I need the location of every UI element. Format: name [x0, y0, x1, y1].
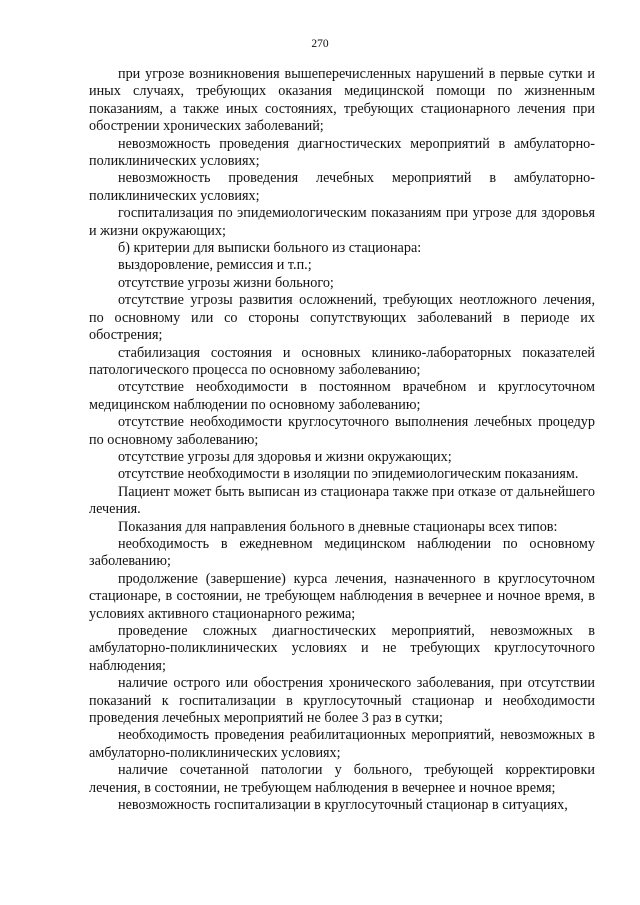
paragraph: Показания для направления больного в дневные стационары всех типов: [118, 518, 558, 535]
paragraph: невозможность проведения диагностических мероприятий в амбулаторно-поликлинических условиях; [89, 135, 595, 170]
paragraph: проведение сложных диагностических мероприятий, невозможных в амбулаторно-поликлинических условиях и не требующих круглосуточного наблюдения; [89, 623, 595, 674]
paragraph: необходимость в ежедневном медицинском наблюдении по основному заболеванию; [89, 535, 595, 570]
paragraph: отсутствие угрозы развития осложнений, требующих неотложного лечения, по основному или со стороны сопутствующих заболеваний в периоде их обострения; [89, 292, 595, 344]
paragraph: выздоровление, ремиссия и т.п.; [118, 257, 312, 274]
paragraph: наличие острого или обострения хронического заболевания, при отсутствии показаний к госпитализации в круглосуточный стационар и необходимости проведения лечебных мероприятий не более 3 раз в сутки; [89, 675, 595, 727]
paragraph: б) критерии для выписки больного из стационара: [118, 240, 422, 257]
paragraph: стабилизация состояния и основных клинико-лабораторных показателей патологического процесса по основному заболеванию; [89, 344, 595, 378]
page-number: 270 [311, 38, 329, 50]
paragraph: Пациент может быть выписан из стационара также при отказе от дальнейшего лечения. [89, 483, 595, 518]
paragraph: отсутствие необходимости круглосуточного выполнения лечебных процедур по основному заболеванию; [89, 414, 595, 448]
paragraph: невозможность проведения лечебных мероприятий в амбулаторно-поликлинических условиях; [89, 170, 595, 204]
paragraph: наличие сочетанной патологии у больного, требующей корректировки лечения, в состоянии, не требующем наблюдения в вечернее и ночное время; [89, 762, 595, 796]
paragraph: отсутствие угрозы жизни больного; [118, 274, 334, 291]
paragraph: при угрозе возникновения вышеперечисленных нарушений в первые сутки и иных случаях, требующих оказания медицинской помощи по жизненным показаниям, а также иных состояниях, требующих стационарного лечения при обострении хронических заболеваний; [89, 66, 595, 135]
paragraph: отсутствие необходимости в изоляции по эпидемиологическим показаниям. [118, 466, 579, 483]
body-text [89, 66, 595, 814]
paragraph: отсутствие угрозы для здоровья и жизни окружающих; [118, 448, 452, 465]
paragraph: продолжение (завершение) курса лечения, назначенного в круглосуточном стационаре, в состоянии, не требующем наблюдения в вечернее и ночное время, в условиях активного стационарного режима; [89, 570, 595, 622]
paragraph: необходимость проведения реабилитационных мероприятий, невозможных в амбулаторно-поликлинических условиях; [89, 727, 595, 761]
paragraph: госпитализация по эпидемиологическим показаниям при угрозе для здоровья и жизни окружающих; [89, 205, 595, 239]
paragraph: невозможность госпитализации в круглосуточный стационар в ситуациях, [118, 797, 568, 814]
paragraph: отсутствие необходимости в постоянном врачебном и круглосуточном медицинском наблюдении по основному заболеванию; [89, 379, 595, 413]
